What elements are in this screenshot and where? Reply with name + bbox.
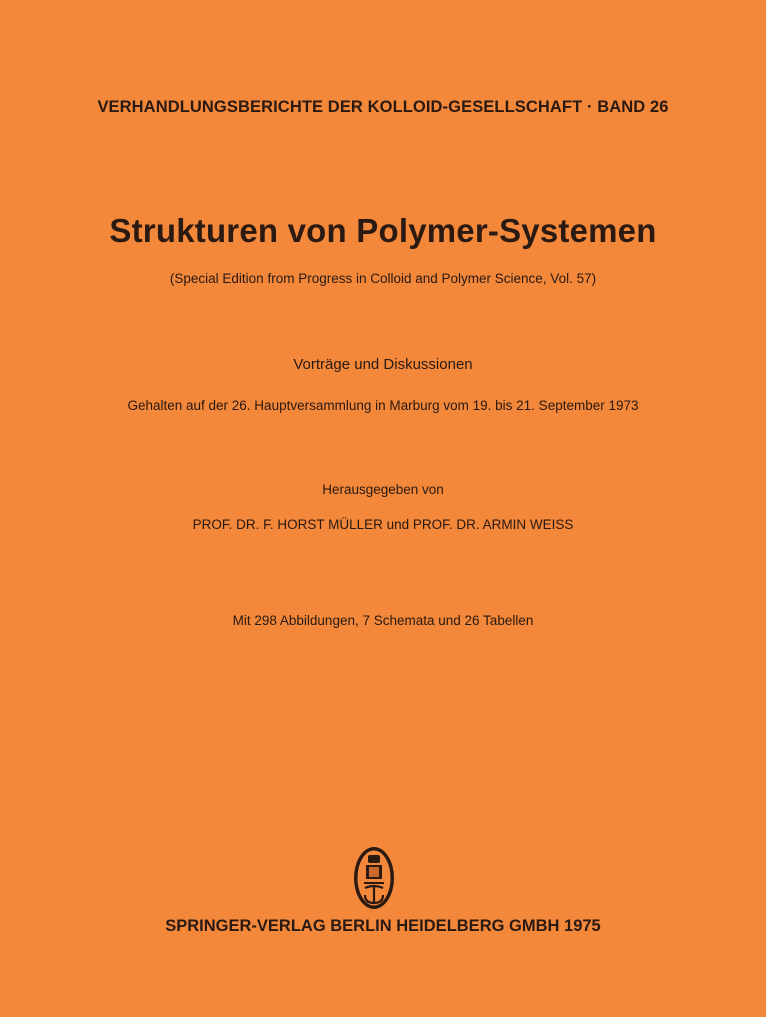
springer-logo-icon: [352, 845, 396, 911]
figures-info: Mit 298 Abbildungen, 7 Schemata und 26 Tabellen: [232, 613, 534, 628]
edited-by-label: Herausgegeben von: [322, 482, 444, 497]
talks-heading: Vorträge und Diskussionen: [293, 356, 473, 373]
series-title: VERHANDLUNGSBERICHTE DER KOLLOID-GESELLSCHAFT · BAND 26: [97, 98, 669, 116]
conference-info: Gehalten auf der 26. Hauptversammlung in Marburg vom 19. bis 21. September 1973: [127, 398, 639, 413]
book-subtitle: (Special Edition from Progress in Colloid and Polymer Science, Vol. 57): [169, 271, 597, 286]
book-title: Strukturen von Polymer-Systemen: [109, 212, 657, 249]
publisher: SPRINGER-VERLAG BERLIN HEIDELBERG GMBH 1975: [165, 917, 601, 935]
editors: PROF. DR. F. HORST MÜLLER und PROF. DR. ARMIN WEISS: [192, 517, 574, 532]
